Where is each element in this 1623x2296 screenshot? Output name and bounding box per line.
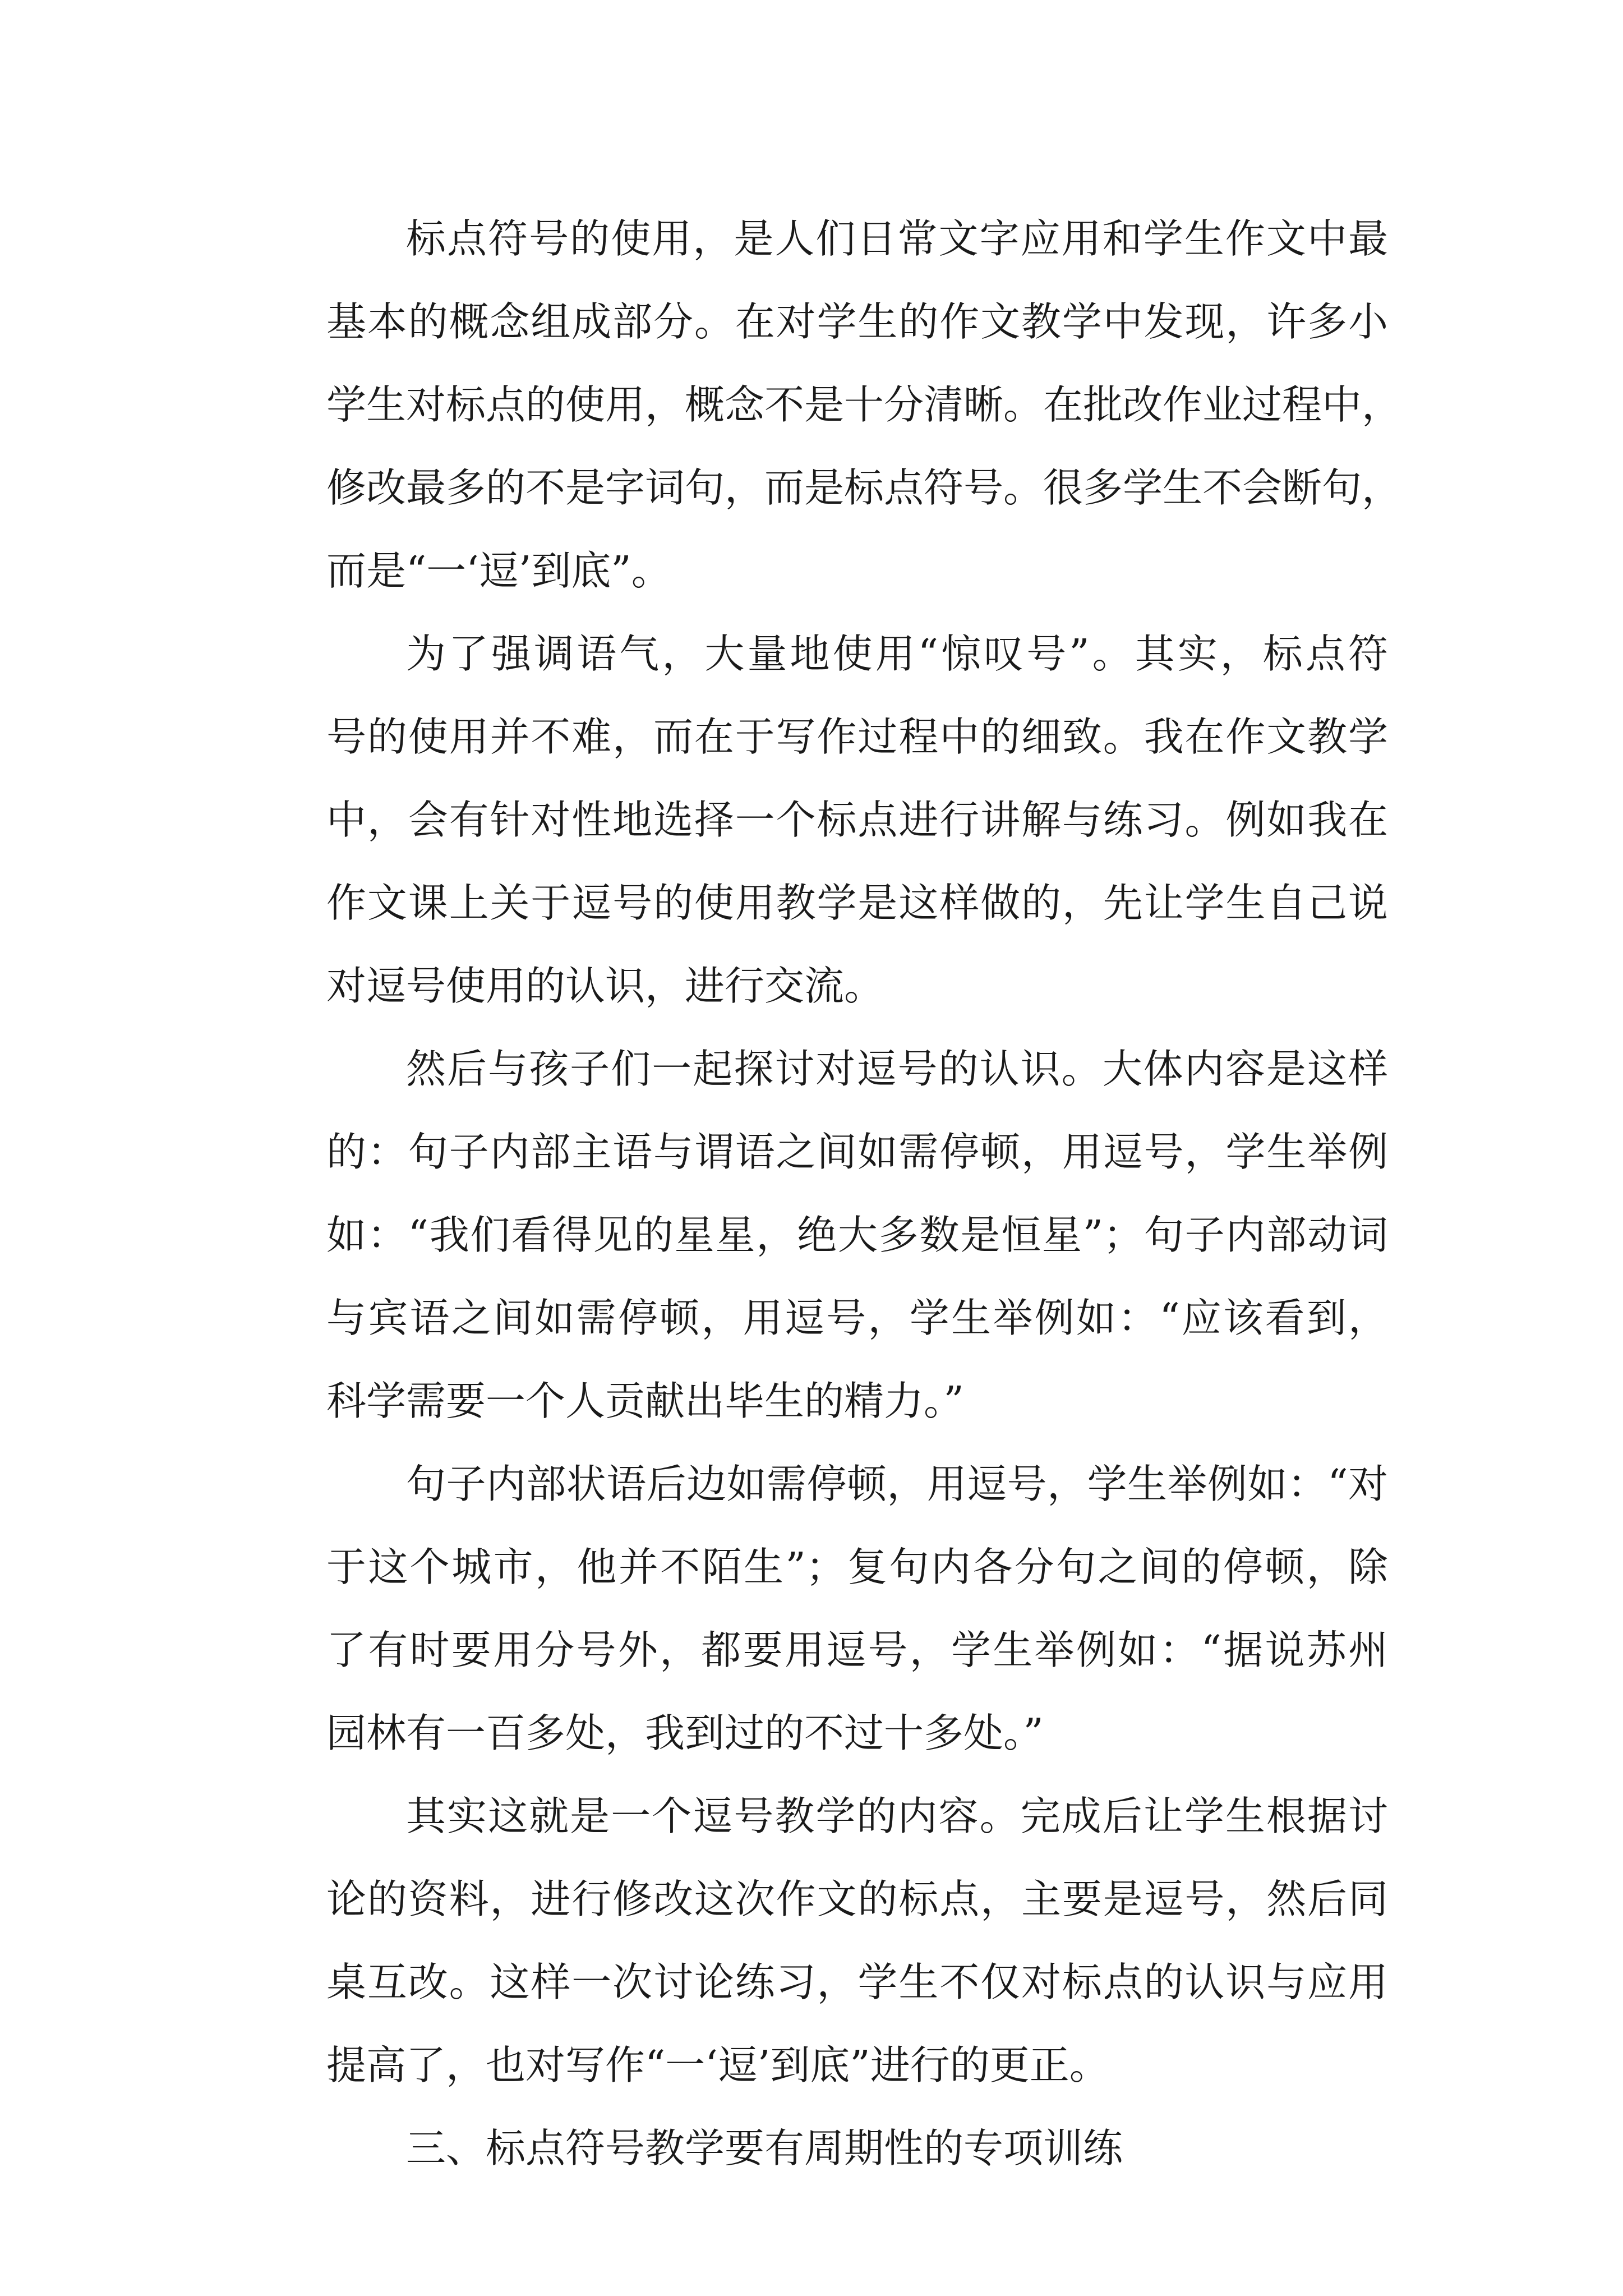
text-line: 如：“我们看得见的星星，绝大多数是恒星”；句子内部动词 — [326, 1212, 1388, 1258]
text-line: 了有时要用分号外，都要用逗号，学生举例如：“据说苏州 — [326, 1627, 1388, 1673]
section-heading — [247, 2107, 1388, 2190]
text-line: 论的资料，进行修改这次作文的标点，主要是逗号，然后同 — [326, 1876, 1388, 1922]
text-line: 号的使用并不难，而在于写作过程中的细致。我在作文教学 — [326, 714, 1388, 760]
text-line: 然后与孩子们一起探讨对逗号的认识。大体内容是这样 — [406, 1046, 1388, 1092]
text-line: 标点符号的使用，是人们日常文字应用和学生作文中最 — [406, 215, 1388, 262]
text-line: 与宾语之间如需停顿，用逗号，学生举例如：“应该看到， — [326, 1295, 1388, 1341]
paragraph-4 — [247, 1443, 1388, 1775]
text-line: 桌互改。这样一次讨论练习，学生不仅对标点的认识与应用 — [326, 1959, 1388, 2005]
text-line: 句子内部状语后边如需停顿，用逗号，学生举例如：“对 — [406, 1461, 1388, 1507]
text-line: 于这个城市，他并不陌生”；复句内各分句之间的停顿，除 — [326, 1544, 1388, 1590]
section-heading-text: 三、标点符号教学要有周期性的专项训练 — [406, 2125, 1123, 2171]
text-line: 园林有一百多处，我到过的不过十多处。” — [326, 1710, 1044, 1756]
text-line: 的：句子内部主语与谓语之间如需停顿，用逗号，学生举例 — [326, 1129, 1388, 1175]
text-line: 修改最多的不是字词句，而是标点符号。很多学生不会断句， — [326, 464, 1402, 511]
paragraph-1 — [247, 197, 1402, 613]
text-line: 学生对标点的使用，概念不是十分清晰。在批改作业过程中， — [326, 381, 1402, 428]
text-line: 基本的概念组成部分。在对学生的作文教学中发现，许多小 — [326, 298, 1388, 345]
paragraph-5 — [247, 1775, 1388, 2107]
paragraph-2 — [247, 613, 1388, 1028]
text-line: 对逗号使用的认识，进行交流。 — [326, 963, 884, 1009]
text-line: 而是“一‘逗’到底”。 — [326, 547, 671, 594]
paragraph-3 — [247, 1028, 1388, 1443]
text-line: 科学需要一个人贡献出毕生的精力。” — [326, 1378, 964, 1424]
text-line: 其实这就是一个逗号教学的内容。完成后让学生根据讨 — [406, 1793, 1388, 1839]
text-line: 中，会有针对性地选择一个标点进行讲解与练习。例如我在 — [326, 797, 1388, 843]
document-body — [247, 197, 1402, 2190]
text-line: 提高了，也对写作“一‘逗’到底”进行的更正。 — [326, 2042, 1109, 2088]
text-line: 为了强调语气，大量地使用“惊叹号”。其实，标点符 — [406, 631, 1388, 677]
text-line: 作文课上关于逗号的使用教学是这样做的，先让学生自己说 — [326, 880, 1388, 926]
